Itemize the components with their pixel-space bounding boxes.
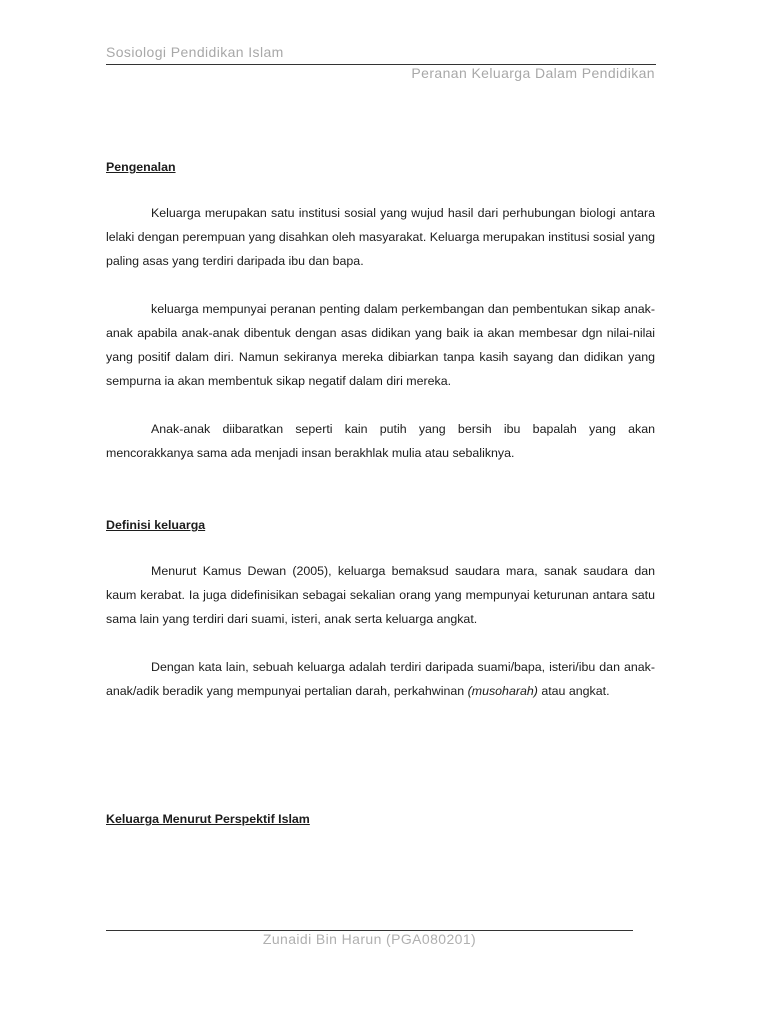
heading-pengenalan: Pengenalan xyxy=(106,160,176,174)
paragraph-pengenalan-1: Keluarga merupakan satu institusi sosial yang wujud hasil dari perhubungan biologi antara lelaki dengan perempuan yang disahkan oleh masyarakat. Keluarga merupakan institusi sosial yang paling asas yang terdiri daripada ibu dan bapa. xyxy=(106,206,655,268)
term-musoharah: (musoharah) xyxy=(467,684,538,698)
heading-definisi: Definisi keluarga xyxy=(106,518,206,532)
paragraph-pengenalan-3: Anak-anak diibaratkan seperti kain putih yang bersih ibu bapalah yang akan mencorakkanya sama ada menjadi insan berakhlak mulia atau sebaliknya. xyxy=(106,422,655,460)
header-topic-title: Peranan Keluarga Dalam Pendidikan xyxy=(411,65,655,81)
header-course-title: Sosiologi Pendidikan Islam xyxy=(106,44,284,60)
paragraph-definisi-2 xyxy=(106,655,655,703)
paragraph-definisi-1: Menurut Kamus Dewan (2005), keluarga bemaksud saudara mara, sanak saudara dan kaum kerabat. Ia juga didefinisikan sebagai sekalian orang yang mempunyai keturunan antara satu sama lain yang terdiri dari suami, isteri, anak serta keluarga angkat. xyxy=(106,564,655,626)
document-body xyxy=(106,155,655,831)
heading-perspektif-islam: Keluarga Menurut Perspektif Islam xyxy=(106,812,310,826)
footer-author: Zunaidi Bin Harun (PGA080201) xyxy=(262,931,477,947)
paragraph-definisi-2-end: atau angkat. xyxy=(537,684,610,698)
paragraph-definisi-2-text: Dengan kata lain, sebuah keluarga adalah terdiri daripada suami/bapa, isteri/ibu dan anak-anak/adik beradik yang mempunyai pertalian darah, perkahwinan xyxy=(106,660,655,698)
paragraph-pengenalan-2: keluarga mempunyai peranan penting dalam perkembangan dan pembentukan sikap anak-anak apabila anak-anak dibentuk dengan asas didikan yang baik ia akan membesar dgn nilai-nilai yang positif dalam diri. Namun sekiranya mereka dibiarkan tanpa kasih sayang dan didikan yang sempurna ia akan membentuk sikap negatif dalam diri mereka. xyxy=(106,302,655,388)
